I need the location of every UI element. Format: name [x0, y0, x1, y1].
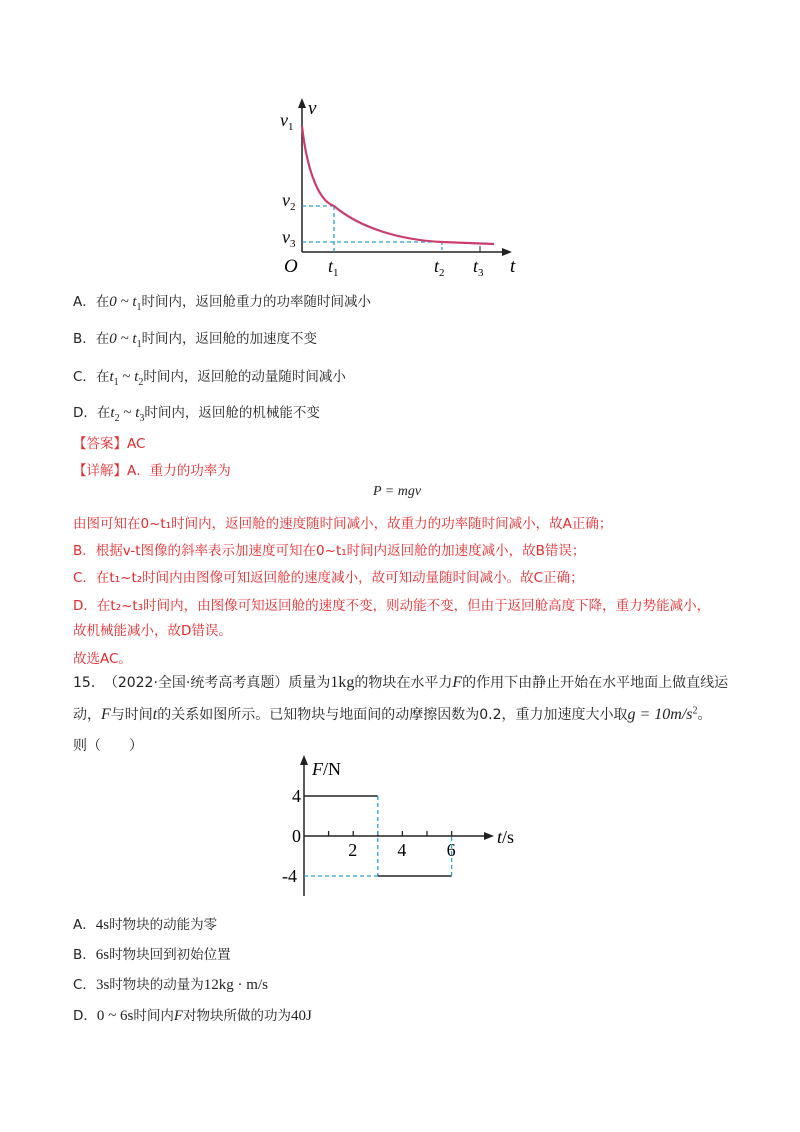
q14-detail-head: 【详解】A．重力的功率为 [73, 463, 231, 479]
q14-explain-line-5: 故机械能减小，故D错误。 [73, 623, 232, 639]
ft-x-axis-label: t/s [497, 827, 515, 847]
q15-stem-line-1: 15． （2022·全国·统考高考真题）质量为1kg的物块在水平力F的作用下由静止开始在水平地面上做直线运 [73, 674, 729, 691]
y-tick-label-0: 0 [292, 826, 301, 846]
q14-explain-line-1: 由图可知在0~t₁时间内，返回舱的速度随时间减小，故重力的功率随时间减小，故A正确； [73, 516, 613, 532]
q14-explain-line-6: 故选AC。 [73, 651, 132, 667]
q14-option-a[interactable]: A．在0 ~ $t_1$时间内，返回舱重力的功率随时间减小 [73, 294, 372, 313]
q15-ft-chart [278, 752, 538, 902]
y-axis-label: v [308, 98, 317, 119]
x-axis-label: t [510, 256, 516, 277]
velocity-curve [302, 126, 494, 244]
q14-answer: 【答案】AC [73, 436, 146, 452]
vt-y-arrow [298, 98, 306, 108]
x-tick-label-2: 2 [348, 840, 358, 860]
y-tick-label-4: 4 [292, 786, 301, 806]
q15-stem-line-2: 动，F与时间t的关系如图所示。已知物块与地面间的动摩擦因数为0.2，重力加速度大小取$g = 10m/s^2$。 [73, 705, 712, 723]
vt-x-arrow [502, 248, 512, 256]
q14-option-d[interactable]: D．在$t_2$ ~ $t_3$时间内，返回舱的机械能不变 [73, 405, 320, 424]
q14-option-c[interactable]: C．在$t_1$ ~ $t_2$时间内，返回舱的动量随时间减小 [73, 369, 346, 388]
q15-option-d[interactable]: D．0 ~ 6s时间内F对物块所做的功为40J [73, 1008, 312, 1024]
ft-x-arrow [484, 832, 494, 840]
q14-explain-line-2: B．根据v-t图像的斜率表示加速度可知在0~t₁时间内返回舱的加速度减小，故B错误； [73, 543, 586, 559]
t1-label: $t_1$ [328, 256, 339, 279]
q14-explain-line-3: C．在t₁~t₂时间内由图像可知返回舱的速度减小，故可知动量随时间减小。故C正确； [73, 570, 584, 586]
t3-label: $t_3$ [473, 256, 484, 279]
t2-label: $t_2$ [434, 256, 445, 279]
q14-option-b[interactable]: B．在0 ~ $t_1$时间内，返回舱的加速度不变 [73, 331, 318, 350]
x-tick-label-4: 4 [397, 840, 407, 860]
q14-explain-line-4: D．在t₂~t₃时间内，由图像可知返回舱的速度不变，则动能不变，但由于返回舱高度下降，重力势能减小， [73, 598, 711, 614]
q14-formula: P = mgv [373, 484, 422, 499]
v1-label: $v_1$ [280, 110, 294, 133]
ft-y-arrow [300, 755, 308, 765]
q15-option-b[interactable]: B．6s时物块回到初始位置 [73, 947, 231, 963]
origin-label: O [284, 256, 298, 277]
v2-label: $v_2$ [282, 190, 296, 213]
ft-y-axis-label: F/N [312, 759, 341, 779]
q15-option-c[interactable]: C．3s时物块的动量为12kg · m/s [73, 977, 268, 993]
x-tick-label-6: 6 [446, 840, 456, 860]
v3-label: $v_3$ [282, 227, 296, 250]
y-tick-label--4: -4 [282, 866, 297, 886]
q14-vt-graph [270, 92, 530, 282]
q15-stem-line-3: 则（ ） [73, 738, 143, 754]
q15-option-a[interactable]: A．4s时物块的动能为零 [73, 917, 218, 933]
